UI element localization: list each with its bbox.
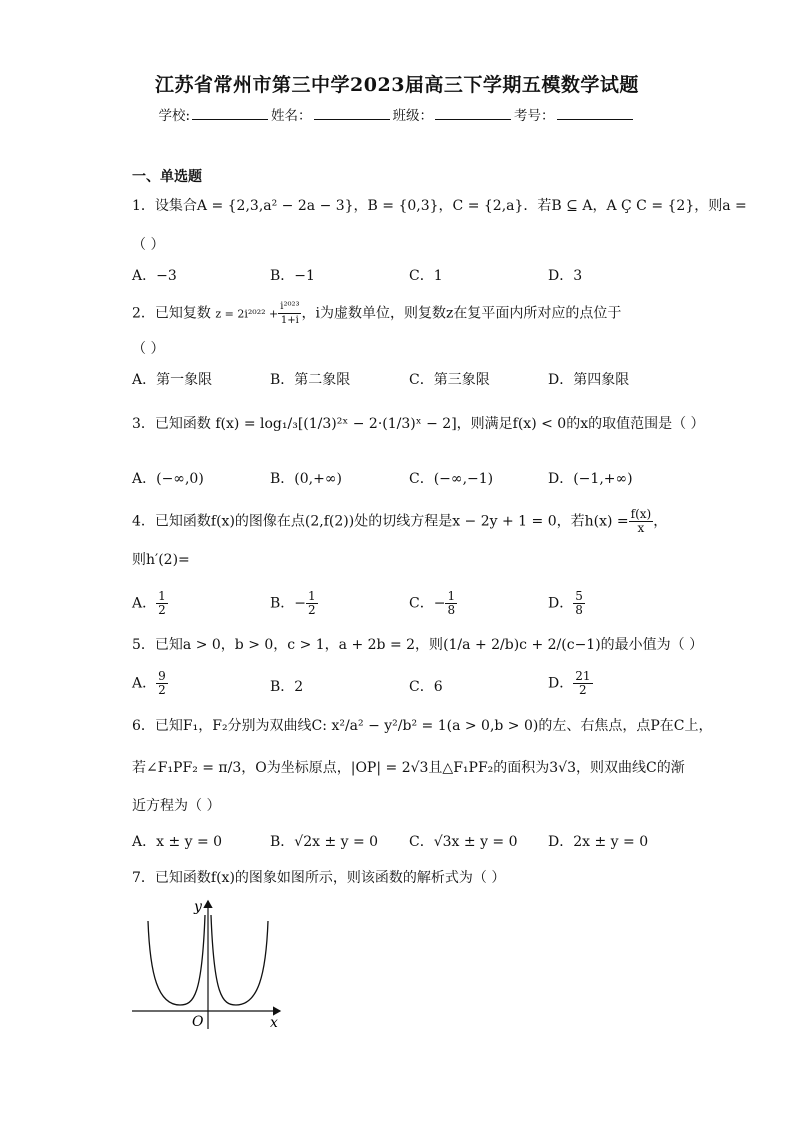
class-label: 班级： bbox=[392, 108, 434, 124]
question-6-line3: 近方程为（ ） bbox=[132, 798, 221, 814]
q5-a-den: 2 bbox=[158, 683, 166, 697]
q4-option-a[interactable] bbox=[132, 590, 168, 617]
q4-line1-end: ， bbox=[653, 513, 668, 530]
q2-prefix: 2．已知复数 bbox=[132, 305, 211, 322]
question-4-line2: 则h′(2)= bbox=[132, 552, 190, 568]
q5-expr: (1/a + 2/b)c + 2/(c−1) bbox=[443, 637, 601, 653]
q4-a-den: 2 bbox=[158, 603, 166, 617]
q4-c-den: 8 bbox=[447, 603, 456, 617]
q4-option-b[interactable] bbox=[270, 590, 318, 617]
q4-d-den: 8 bbox=[575, 603, 583, 617]
x-axis-label: x bbox=[270, 1015, 278, 1031]
q2-frac-den: 1+i bbox=[280, 315, 299, 326]
q4-a-num: 1 bbox=[158, 589, 166, 603]
q5-d-num: 21 bbox=[575, 669, 591, 683]
q3-suffix: ，则满足f(x) < 0的x的取值范围是（ ） bbox=[456, 416, 705, 432]
q3-option-c[interactable]: C．(−∞,−1) bbox=[409, 471, 494, 487]
q4-b-sign: − bbox=[294, 595, 307, 612]
q2-expr: z = 2i²⁰²² + bbox=[215, 307, 279, 321]
q2-fraction bbox=[278, 300, 301, 327]
q5-d-label: D． bbox=[548, 675, 574, 692]
q4-a-frac bbox=[156, 590, 168, 617]
q5-option-d[interactable] bbox=[548, 670, 593, 697]
question-6-line2: 若∠F₁PF₂ = π/3，O为坐标原点，|OP| = 2√3且△F₁PF₂的面积为3√3，则双曲线C的渐 bbox=[132, 760, 685, 776]
q1-option-c[interactable]: C．1 bbox=[409, 268, 443, 284]
q4-b-den: 2 bbox=[308, 603, 316, 617]
class-blank[interactable] bbox=[435, 107, 511, 120]
q4-b-label: B． bbox=[270, 595, 295, 612]
q4-d-label: D． bbox=[548, 595, 574, 612]
number-blank[interactable] bbox=[557, 107, 633, 120]
q1-option-a[interactable]: A．−3 bbox=[132, 268, 177, 284]
q4-a-label: A． bbox=[132, 595, 157, 612]
q2-suffix: ，i为虚数单位，则复数z在复平面内所对应的点位于 bbox=[301, 305, 622, 322]
section-heading: 一、单选题 bbox=[132, 169, 202, 185]
q2-option-a[interactable]: A．第一象限 bbox=[132, 372, 213, 388]
q4-frac-num: f(x) bbox=[630, 507, 652, 521]
q6-option-a[interactable]: A．x ± y = 0 bbox=[132, 834, 223, 850]
origin-label: O bbox=[192, 1014, 204, 1030]
student-info-line bbox=[0, 104, 794, 124]
q4-option-c[interactable] bbox=[409, 590, 457, 617]
q5-text-b: 的最小值为（ ） bbox=[600, 637, 704, 653]
q4-line1: 4．已知函数f(x)的图像在点(2,f(2))处的切线方程是x − 2y + 1 = 0，若h(x) = bbox=[132, 513, 629, 530]
y-axis-label: y bbox=[194, 899, 202, 915]
q2-option-b[interactable]: B．第二象限 bbox=[270, 372, 351, 388]
q5-option-a[interactable] bbox=[132, 670, 168, 697]
q5-text-a: 5．已知a > 0，b > 0，c > 1，a + 2b = 2，则 bbox=[132, 637, 444, 653]
question-1-paren: （ ） bbox=[132, 237, 165, 253]
question-5-stem bbox=[132, 635, 703, 655]
q5-d-den: 2 bbox=[579, 683, 587, 697]
question-2-stem bbox=[132, 300, 621, 327]
q6-option-b[interactable]: B．√2x ± y = 0 bbox=[270, 834, 379, 850]
q4-d-frac bbox=[573, 590, 585, 617]
q4-fraction bbox=[629, 508, 654, 535]
q4-c-label: C． bbox=[409, 595, 434, 612]
q3-prefix: 3．已知函数 bbox=[132, 416, 211, 432]
q6-option-d[interactable]: D．2x ± y = 0 bbox=[548, 834, 649, 850]
q3-option-d[interactable]: D．(−1,+∞) bbox=[548, 471, 633, 487]
q4-c-frac bbox=[445, 590, 457, 617]
number-label: 考号： bbox=[514, 108, 555, 124]
q4-frac-den: x bbox=[637, 521, 645, 535]
question-4-stem bbox=[132, 508, 667, 535]
q5-a-frac bbox=[156, 670, 168, 697]
school-blank[interactable] bbox=[192, 107, 268, 120]
q5-d-frac bbox=[573, 670, 592, 697]
q4-d-num: 5 bbox=[575, 589, 583, 603]
q4-b-frac bbox=[306, 590, 318, 617]
question-1-stem: 1．设集合A = {2,3,a² − 2a − 3}，B = {0,3}，C = {2,a}．若B ⊆ A，A Ç C = {2}，则a = bbox=[132, 198, 747, 214]
school-label: 学校: bbox=[158, 108, 191, 124]
q5-option-b[interactable]: B．2 bbox=[270, 679, 304, 695]
q4-b-num: 1 bbox=[308, 589, 316, 603]
question-6-line1: 6．已知F₁，F₂分别为双曲线C: x²/a² − y²/b² = 1(a > 0,b > 0)的左、右焦点，点P在C上， bbox=[132, 718, 713, 734]
q2-option-d[interactable]: D．第四象限 bbox=[548, 372, 630, 388]
q1-option-d[interactable]: D．3 bbox=[548, 268, 583, 284]
function-graph bbox=[130, 895, 290, 1035]
q3-option-b[interactable]: B．(0,+∞) bbox=[270, 471, 342, 487]
right-curve bbox=[211, 915, 268, 1005]
q4-c-sign: − bbox=[433, 595, 446, 612]
left-curve bbox=[148, 915, 205, 1005]
q4-option-d[interactable] bbox=[548, 590, 585, 617]
q2-frac-num: i²⁰²³ bbox=[280, 301, 300, 312]
q5-a-num: 9 bbox=[158, 669, 166, 683]
q6-option-c[interactable]: C．√3x ± y = 0 bbox=[409, 834, 518, 850]
question-3-stem bbox=[132, 414, 705, 434]
q3-expr: f(x) = log₁/₃[(1/3)²ˣ − 2·(1/3)ˣ − 2] bbox=[215, 416, 457, 432]
q2-option-c[interactable]: C．第三象限 bbox=[409, 372, 490, 388]
q3-option-a[interactable]: A．(−∞,0) bbox=[132, 471, 204, 487]
q4-c-num: 1 bbox=[447, 589, 456, 603]
q5-option-c[interactable]: C．6 bbox=[409, 679, 443, 695]
name-blank[interactable] bbox=[314, 107, 390, 120]
exam-title: 江苏省常州市第三中学2023届高三下学期五模数学试题 bbox=[155, 74, 639, 96]
question-2-paren: （ ） bbox=[132, 341, 165, 357]
q1-option-b[interactable]: B．−1 bbox=[270, 268, 315, 284]
question-7-stem: 7．已知函数f(x)的图象如图所示，则该函数的解析式为（ ） bbox=[132, 870, 506, 886]
q5-a-label: A． bbox=[132, 675, 157, 692]
name-label: 姓名： bbox=[271, 108, 312, 124]
